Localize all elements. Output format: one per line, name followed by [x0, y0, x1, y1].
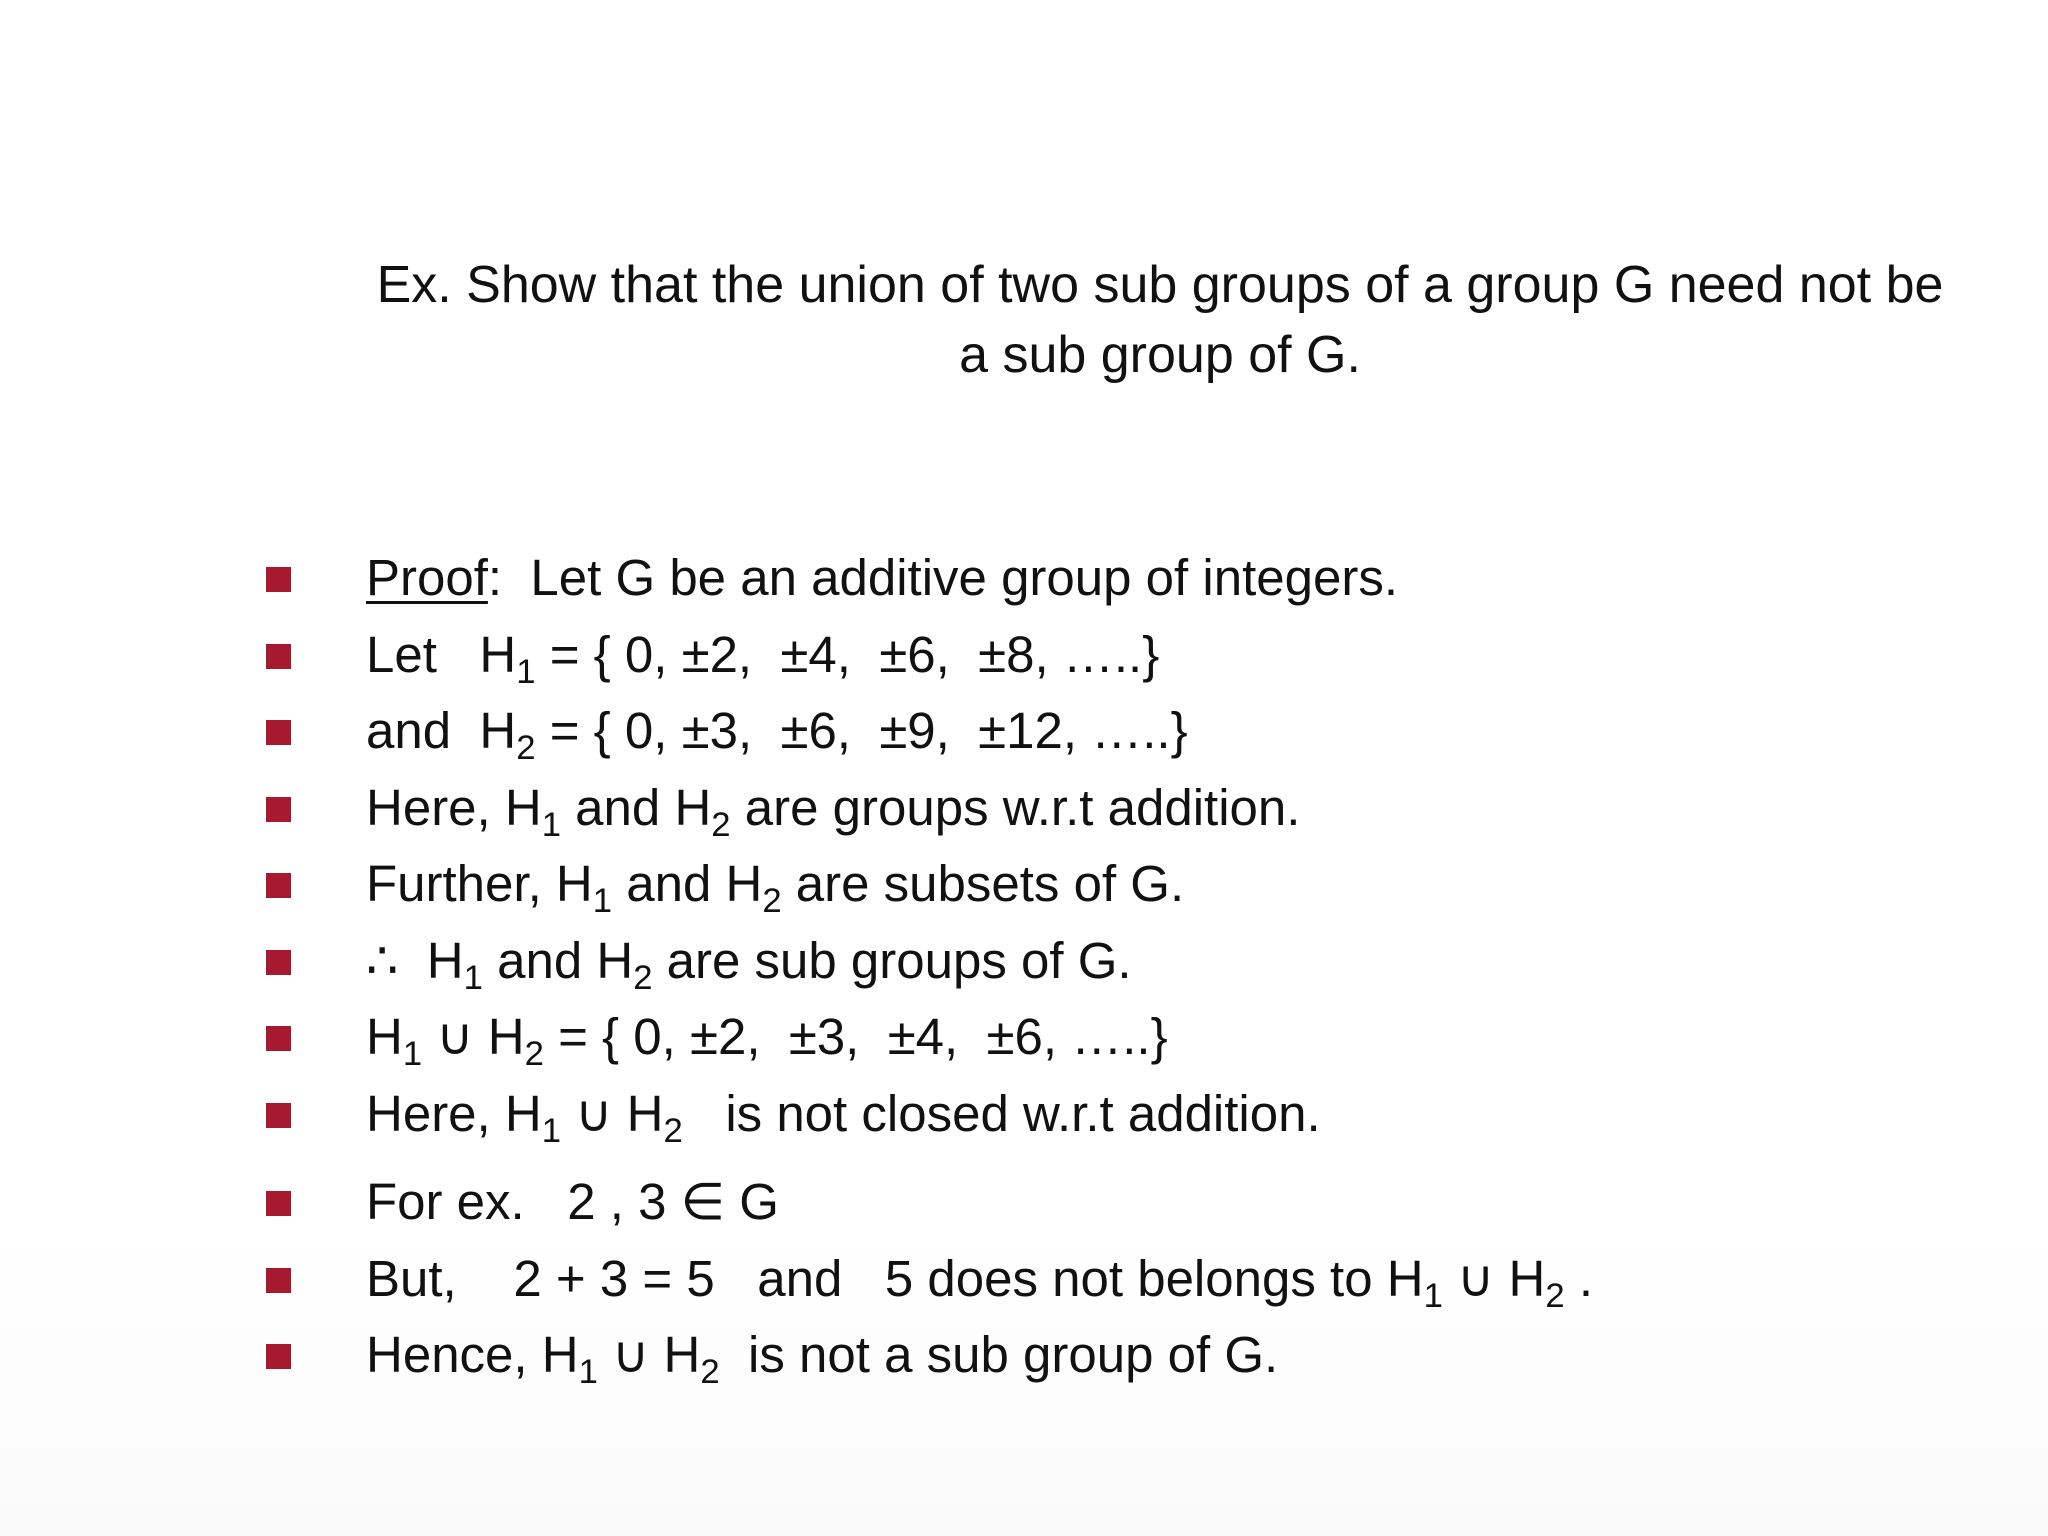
subscript-index: 1 [578, 1353, 598, 1392]
bullet-text-segment: ∪ H [422, 1008, 525, 1065]
bullet-text-segment: are subsets of G. [781, 855, 1185, 912]
bullet-text-segment: Further, H [366, 855, 593, 912]
bullet-square-icon [266, 1268, 291, 1293]
bullet-item [266, 1076, 1593, 1153]
subscript-index: 2 [700, 1353, 720, 1392]
bullet-text [366, 1173, 779, 1230]
bullet-text-segment: ∪ H [1442, 1249, 1546, 1307]
bullet-item [266, 923, 1593, 1000]
bullet-text-segment: = { 0, ±2, ±4, ±6, ±8, …..} [535, 625, 1160, 683]
subscript-index: 1 [402, 1035, 423, 1074]
bullet-text [366, 855, 1185, 921]
subscript-index: 1 [541, 805, 562, 844]
bullet-text-segment: and H [366, 702, 517, 759]
bullet-text-segment: is not closed w.r.t addition. [682, 1084, 1321, 1142]
bullet-text-segment: For ex. 2 , 3 ∈ G [366, 1173, 779, 1230]
bullet-text [366, 1249, 1593, 1315]
subscript-index: 2 [1545, 1276, 1565, 1315]
bullet-square-icon [266, 1344, 291, 1369]
bullet-text-segment: are sub groups of G. [652, 931, 1132, 989]
subscript-index: 1 [592, 882, 613, 921]
bullet-text-segment: . [1564, 1249, 1593, 1307]
bullet-item [266, 693, 1593, 770]
bullet-square-icon [266, 1191, 291, 1216]
bullet-text-segment: = { 0, ±2, ±3, ±4, ±6, …..} [543, 1008, 1168, 1065]
bullet-text-segment: Hence, H [366, 1326, 579, 1383]
bullet-square-icon [266, 1103, 291, 1128]
bullet-text-segment: : Let G be an additive group of integers. [487, 549, 1398, 606]
bullet-text-segment: and H [612, 855, 763, 912]
title-line-2: a sub group of G. [959, 326, 1361, 384]
title-line-1: Ex. Show that the union of two sub groups of a group G need not be [376, 256, 1944, 314]
slide-title [300, 250, 2020, 390]
bullet-text [366, 625, 1160, 691]
bullet-square-icon [266, 720, 291, 745]
subscript-index: 2 [633, 958, 653, 997]
bullet-text-segment: ∴ H [366, 931, 464, 989]
bullet-text-segment: Here, H [366, 778, 542, 836]
bullet-text-segment: Let H [366, 625, 517, 683]
bullet-square-icon [266, 1026, 291, 1051]
bullet-item [266, 1241, 1593, 1318]
bullet-text-segment: H [366, 1008, 403, 1065]
bullet-text-segment: and H [561, 778, 712, 836]
subscript-index: 1 [1423, 1276, 1443, 1315]
bullet-square-icon [266, 567, 291, 592]
bullet-item [266, 846, 1593, 923]
bullet-item [266, 999, 1593, 1076]
bullet-text [366, 1326, 1279, 1392]
bullet-square-icon [266, 797, 291, 822]
bullet-text-segment: and H [482, 931, 634, 989]
bullet-text [366, 549, 1398, 606]
subscript-index: 2 [663, 1111, 683, 1150]
proof-bullet-list [266, 540, 1593, 1394]
subscript-index: 2 [524, 1035, 544, 1074]
bullet-text [366, 778, 1301, 844]
bullet-text [366, 1008, 1168, 1074]
bullet-text-segment: Here, H [366, 1084, 542, 1142]
bullet-text-segment: ∪ H [561, 1084, 664, 1142]
bullet-text-segment: are groups w.r.t addition. [730, 778, 1301, 836]
subscript-index: 1 [516, 652, 536, 691]
bullet-square-icon [266, 644, 291, 669]
bullet-square-icon [266, 873, 291, 898]
bullet-text [366, 931, 1132, 997]
proof-label: Proof [366, 549, 488, 606]
subscript-index: 1 [463, 958, 483, 997]
bullet-text [366, 702, 1188, 768]
subscript-index: 2 [711, 805, 731, 844]
subscript-index: 1 [541, 1111, 562, 1150]
bullet-item [266, 1164, 1593, 1241]
subscript-index: 2 [762, 882, 782, 921]
bullet-text-segment: ∪ H [597, 1326, 701, 1383]
bullet-item [266, 617, 1593, 694]
bullet-text-segment: is not a sub group of G. [719, 1326, 1279, 1383]
bullet-item [266, 540, 1593, 617]
bullet-text [366, 1084, 1321, 1150]
bullet-square-icon [266, 950, 291, 975]
bullet-text-segment: = { 0, ±3, ±6, ±9, ±12, …..} [535, 702, 1188, 759]
bullet-text-segment: But, 2 + 3 = 5 and 5 does not belongs to H [366, 1249, 1424, 1307]
subscript-index: 2 [516, 729, 536, 768]
bullet-item [266, 1317, 1593, 1394]
bullet-item [266, 770, 1593, 847]
